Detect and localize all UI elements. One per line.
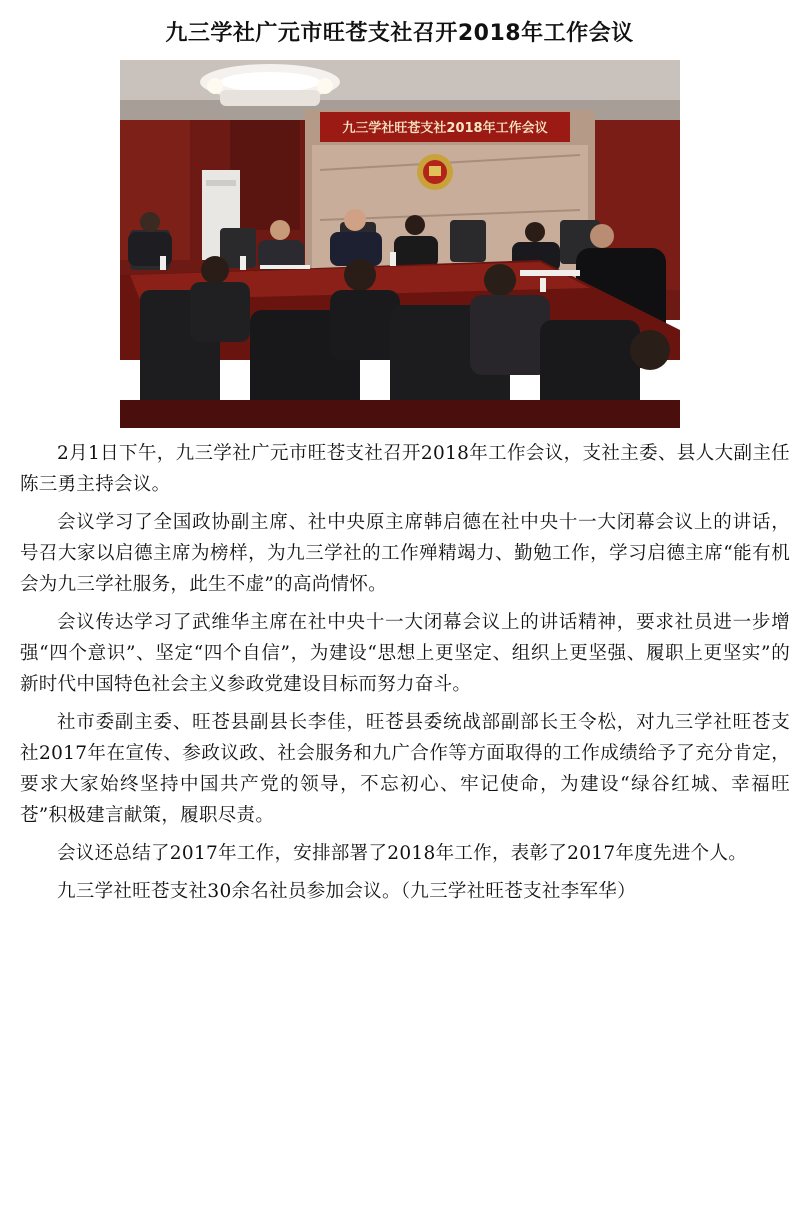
paragraph: 会议传达学习了武维华主席在社中央十一大闭幕会议上的讲话精神，要求社员进一步增强“四个意识”、坚定“四个自信”，为建设“思想上更坚定、组织上更坚强、履职上更坚实”的新时代中国特色社会主义参政党建设目标而努力奋斗。 <box>20 612 790 695</box>
meeting-photo <box>120 60 680 428</box>
paragraph: 九三学社旺苍支社30余名社员参加会议。（九三学社旺苍支社李军华） <box>57 881 636 902</box>
article-title: 九三学社广元市旺苍支社召开2018年工作会议 <box>165 21 634 46</box>
paragraph: 2月1日下午，九三学社广元市旺苍支社召开2018年工作会议，支社主委、县人大副主任陈三勇主持会议。 <box>20 443 790 495</box>
article-body <box>20 438 790 914</box>
banner-text: 九三学社旺苍支社2018年工作会议 <box>342 121 548 136</box>
emblem-icon <box>417 154 453 190</box>
chandelier-icon <box>200 64 340 106</box>
paragraph: 会议学习了全国政协副主席、社中央原主席韩启德在社中央十一大闭幕会议上的讲话，号召大家以启德主席为榜样，为九三学社的工作殚精竭力、勤勉工作，学习启德主席“能有机会为九三学社服务，此生不虚”的高尚情怀。 <box>20 512 790 595</box>
paragraph: 会议还总结了2017年工作，安排部署了2018年工作，表彰了2017年度先进个人。 <box>57 843 748 864</box>
paragraph: 社市委副主委、旺苍县副县长李佳，旺苍县委统战部副部长王令松，对九三学社旺苍支社2017年在宣传、参政议政、社会服务和九广合作等方面取得的工作成绩给予了充分肯定，要求大家始终坚持中国共产党的领导，不忘初心、牢记使命，为建设“绿谷红城、幸福旺苍”积极建言献策，履职尽责。 <box>20 712 790 826</box>
